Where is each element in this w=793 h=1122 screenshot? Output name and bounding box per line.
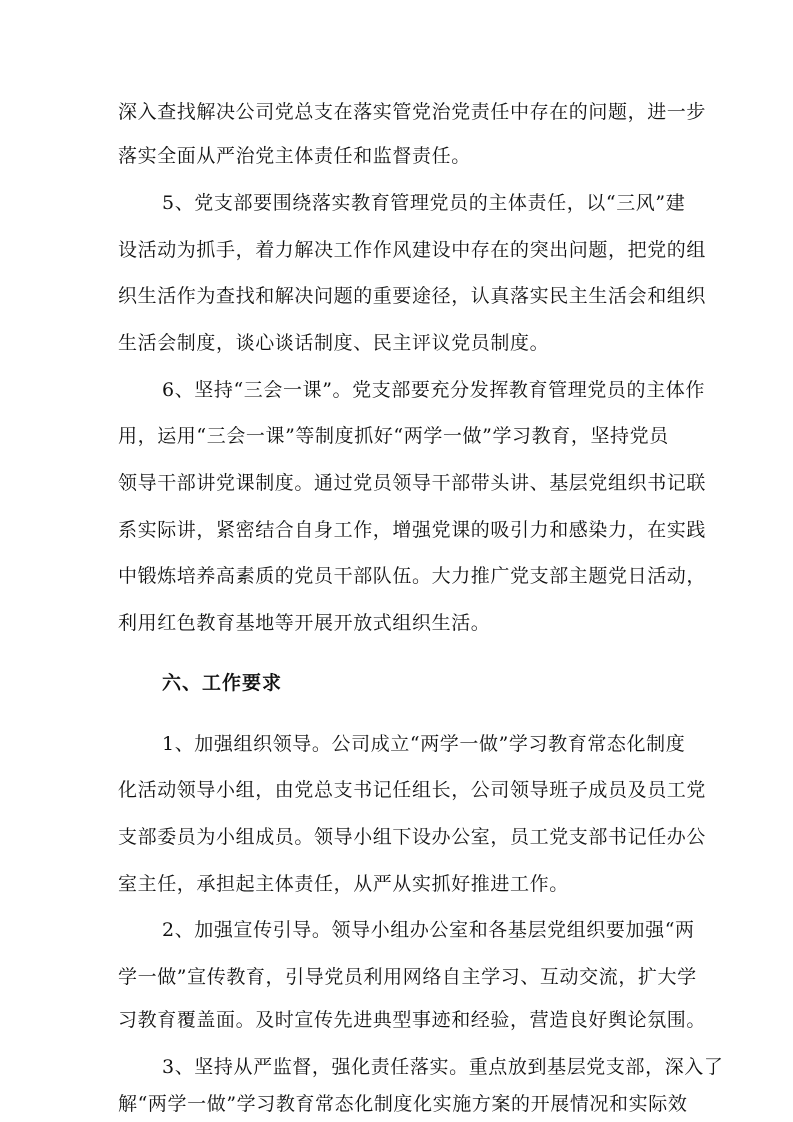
text-line: 3、坚持从严监督，强化责任落实。重点放到基层党支部，深入了 (162, 1056, 724, 1078)
section-heading: 六、工作要求 (162, 672, 283, 694)
text-line: 系实际讲，紧密结合自身工作，增强党课的吸引力和感染力，在实践 (118, 519, 707, 541)
text-line: 深入查找解决公司党总支在落实管党治党责任中存在的问题，进一步 (118, 101, 707, 123)
text-line: 解“两学一做”学习教育常态化制度化实施方案的开展情况和实际效 (118, 1093, 688, 1115)
text-line: 生活会制度，谈心谈话制度、民主评议党员制度。 (118, 332, 550, 354)
text-line: 6、坚持“三会一课”。党支部要充分发挥教育管理党员的主体作 (162, 379, 705, 401)
text-line: 5、党支部要围绕落实教育管理党员的主体责任，以“三风”建 (162, 192, 686, 214)
text-line: 学一做”宣传教育，引导党员利用网络自主学习、互动交流，扩大学 (118, 966, 697, 988)
text-line: 习教育覆盖面。及时宣传先进典型事迹和经验，营造良好舆论氛围。 (118, 1009, 707, 1031)
text-line: 落实全面从严治党主体责任和监督责任。 (118, 145, 471, 167)
text-line: 2、加强宣传引导。领导小组办公室和各基层党组织要加强“两 (162, 919, 695, 941)
text-line: 用，运用“三会一课”等制度抓好“两学一做”学习教育，坚持党员 (118, 425, 669, 447)
text-line: 设活动为抓手，着力解决工作作风建设中存在的突出问题，把党的组 (118, 239, 707, 261)
text-line: 利用红色教育基地等开展开放式组织生活。 (118, 612, 491, 634)
text-line: 织生活作为查找和解决问题的重要途径，认真落实民主生活会和组织 (118, 285, 707, 307)
text-line: 化活动领导小组，由党总支书记任组长，公司领导班子成员及员工党 (118, 779, 707, 801)
text-line: 室主任，承担起主体责任，从严从实抓好推进工作。 (118, 873, 569, 895)
text-line: 1、加强组织领导。公司成立“两学一做”学习教育常态化制度 (162, 733, 686, 755)
text-line: 支部委员为小组成员。领导小组下设办公室，员工党支部书记任办公 (118, 826, 707, 848)
text-line: 中锻炼培养高素质的党员干部队伍。大力推广党支部主题党日活动， (118, 565, 707, 587)
text-line: 领导干部讲党课制度。通过党员领导干部带头讲、基层党组织书记联 (118, 472, 707, 494)
